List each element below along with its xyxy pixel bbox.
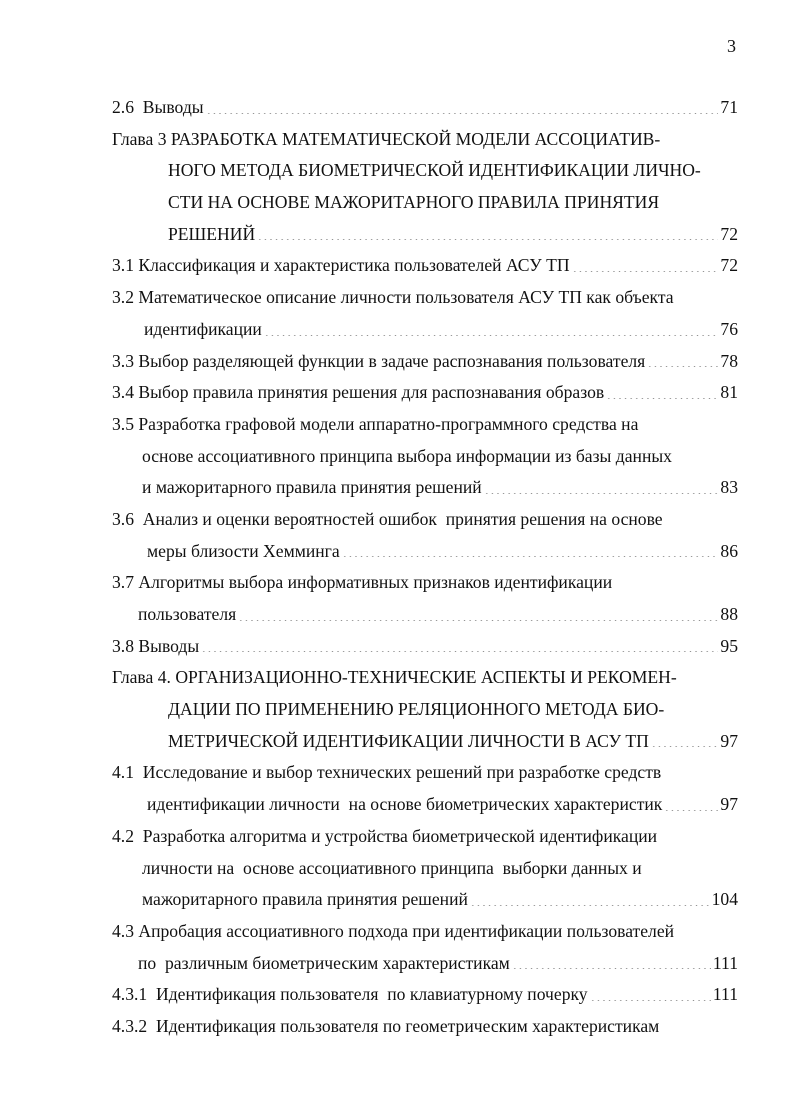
toc-entry-title: 4.3.2 Идентификация пользователя по геометрическим характеристикам xyxy=(112,1015,660,1036)
dot-leader xyxy=(257,239,718,240)
toc-entry-title-cont: мажоритарного правила принятия решений xyxy=(142,889,468,910)
toc-entry-3-6[interactable] xyxy=(112,504,738,536)
toc-page: 72 xyxy=(720,223,738,244)
dot-leader xyxy=(484,493,719,494)
dot-leader xyxy=(512,968,711,969)
toc-entry-title-cont: НОГО МЕТОДА БИОМЕТРИЧЕСКОЙ ИДЕНТИФИКАЦИИ ЛИЧНО- xyxy=(168,160,701,181)
toc-entry-4-3-2[interactable] xyxy=(112,1011,738,1043)
toc-page: 78 xyxy=(720,350,738,371)
toc-entry-title: 4.1 Исследование и выбор технических решений при разработке средств xyxy=(112,762,662,783)
toc-chapter-4[interactable] xyxy=(112,662,738,694)
page-number: 3 xyxy=(727,36,736,56)
toc-entry-title-cont: РЕШЕНИЙ xyxy=(168,223,256,244)
toc-page: 97 xyxy=(720,730,738,751)
toc-entry-title: Глава 3 РАЗРАБОТКА МАТЕМАТИЧЕСКОЙ МОДЕЛИ АССОЦИАТИВ- xyxy=(112,128,661,149)
toc-entry-title: 3.6 Анализ и оценки вероятностей ошибок принятия решения на основе xyxy=(112,508,663,529)
toc-chapter-3[interactable] xyxy=(112,124,738,156)
toc-entry-4-2[interactable] xyxy=(112,821,738,853)
toc-entry-3-3[interactable] xyxy=(112,346,738,378)
toc-entry-4-3[interactable] xyxy=(112,916,738,948)
dot-leader xyxy=(342,556,719,557)
dot-leader xyxy=(651,746,719,747)
toc-entry-title-cont: меры близости Хемминга xyxy=(147,540,340,561)
toc-entry-title: 4.3 Апробация ассоциативного подхода при идентификации пользователей xyxy=(112,920,675,941)
toc-entry-title: Глава 4. ОРГАНИЗАЦИОННО-ТЕХНИЧЕСКИЕ АСПЕКТЫ И РЕКОМЕН- xyxy=(112,667,677,688)
toc-entry-title-cont: идентификации личности на основе биометрических характеристик xyxy=(147,794,663,815)
dot-leader xyxy=(238,620,718,621)
toc-entry-title-cont: пользователя xyxy=(138,604,237,624)
dot-leader xyxy=(264,335,719,336)
toc-entry-title: 4.3.1 Идентификация пользователя по клавиатурному почерку xyxy=(112,984,588,1005)
toc-page: 76 xyxy=(720,318,738,339)
toc-entry-3-1[interactable] xyxy=(112,250,738,282)
dot-leader xyxy=(590,1000,711,1001)
toc-entry-title: 3.1 Классификация и характеристика пользователей АСУ ТП xyxy=(112,255,570,276)
toc-page: 81 xyxy=(720,382,738,403)
toc-entry-title-cont: СТИ НА ОСНОВЕ МАЖОРИТАРНОГО ПРАВИЛА ПРИНЯТИЯ xyxy=(168,192,660,213)
toc-page: 86 xyxy=(720,540,738,561)
toc-entry-title-cont: по различным биометрическим характеристикам xyxy=(138,952,510,973)
toc-entry-title: 3.4 Выбор правила принятия решения для распознавания образов xyxy=(112,382,605,403)
toc-page: 111 xyxy=(712,984,738,1005)
toc-entry-3-7[interactable] xyxy=(112,567,738,599)
dot-leader xyxy=(572,271,719,272)
toc-entry-3-5[interactable] xyxy=(112,409,738,441)
toc-page: 104 xyxy=(711,889,738,910)
toc-entry-title: 2.6 Выводы xyxy=(112,97,204,117)
toc-entry-3-4[interactable] xyxy=(112,377,738,409)
dot-leader xyxy=(470,905,710,906)
toc-entry-4-3-1[interactable] xyxy=(112,979,738,1011)
toc-entry-3-8[interactable] xyxy=(112,631,738,663)
toc-entry-4-1[interactable] xyxy=(112,757,738,789)
toc-page: 83 xyxy=(720,477,738,498)
toc-entry-3-2[interactable] xyxy=(112,282,738,314)
dot-leader xyxy=(664,810,718,811)
toc-page: 95 xyxy=(720,635,738,656)
toc-entry-title: 4.2 Разработка алгоритма и устройства биометрической идентификации xyxy=(112,825,658,846)
toc-entry-title-cont: личности на основе ассоциативного принципа выборки данных и xyxy=(142,857,642,878)
toc-entry-title-cont: идентификации xyxy=(144,318,262,339)
toc-entry-title-cont: основе ассоциативного принципа выбора информации из базы данных xyxy=(142,445,672,466)
toc-entry-title-cont: и мажоритарного правила принятия решений xyxy=(142,477,482,498)
dot-leader xyxy=(201,651,718,652)
toc-page: 71 xyxy=(720,97,738,117)
toc-entry-2-6[interactable] xyxy=(112,92,738,124)
toc-page: 97 xyxy=(720,794,738,815)
toc-page: 88 xyxy=(720,604,738,624)
toc-page: 111 xyxy=(712,952,738,973)
toc-entry-title: 3.2 Математическое описание личности пользователя АСУ ТП как объекта xyxy=(112,287,674,308)
dot-leader xyxy=(206,113,719,114)
toc-entry-title-cont: МЕТРИЧЕСКОЙ ИДЕНТИФИКАЦИИ ЛИЧНОСТИ В АСУ ТП xyxy=(168,730,649,751)
toc-entry-title-cont: ДАЦИИ ПО ПРИМЕНЕНИЮ РЕЛЯЦИОННОГО МЕТОДА БИО- xyxy=(168,699,665,720)
toc-entry-title: 3.3 Выбор разделяющей функции в задаче распознавания пользователя xyxy=(112,350,646,371)
toc-entry-title: 3.8 Выводы xyxy=(112,635,200,656)
dot-leader xyxy=(606,398,718,399)
toc-entry-title: 3.5 Разработка графовой модели аппаратно-программного средства на xyxy=(112,413,639,434)
table-of-contents xyxy=(112,92,738,1043)
toc-page: 72 xyxy=(720,255,738,276)
dot-leader xyxy=(647,366,718,367)
toc-entry-title: 3.7 Алгоритмы выбора информативных признаков идентификации xyxy=(112,572,613,593)
